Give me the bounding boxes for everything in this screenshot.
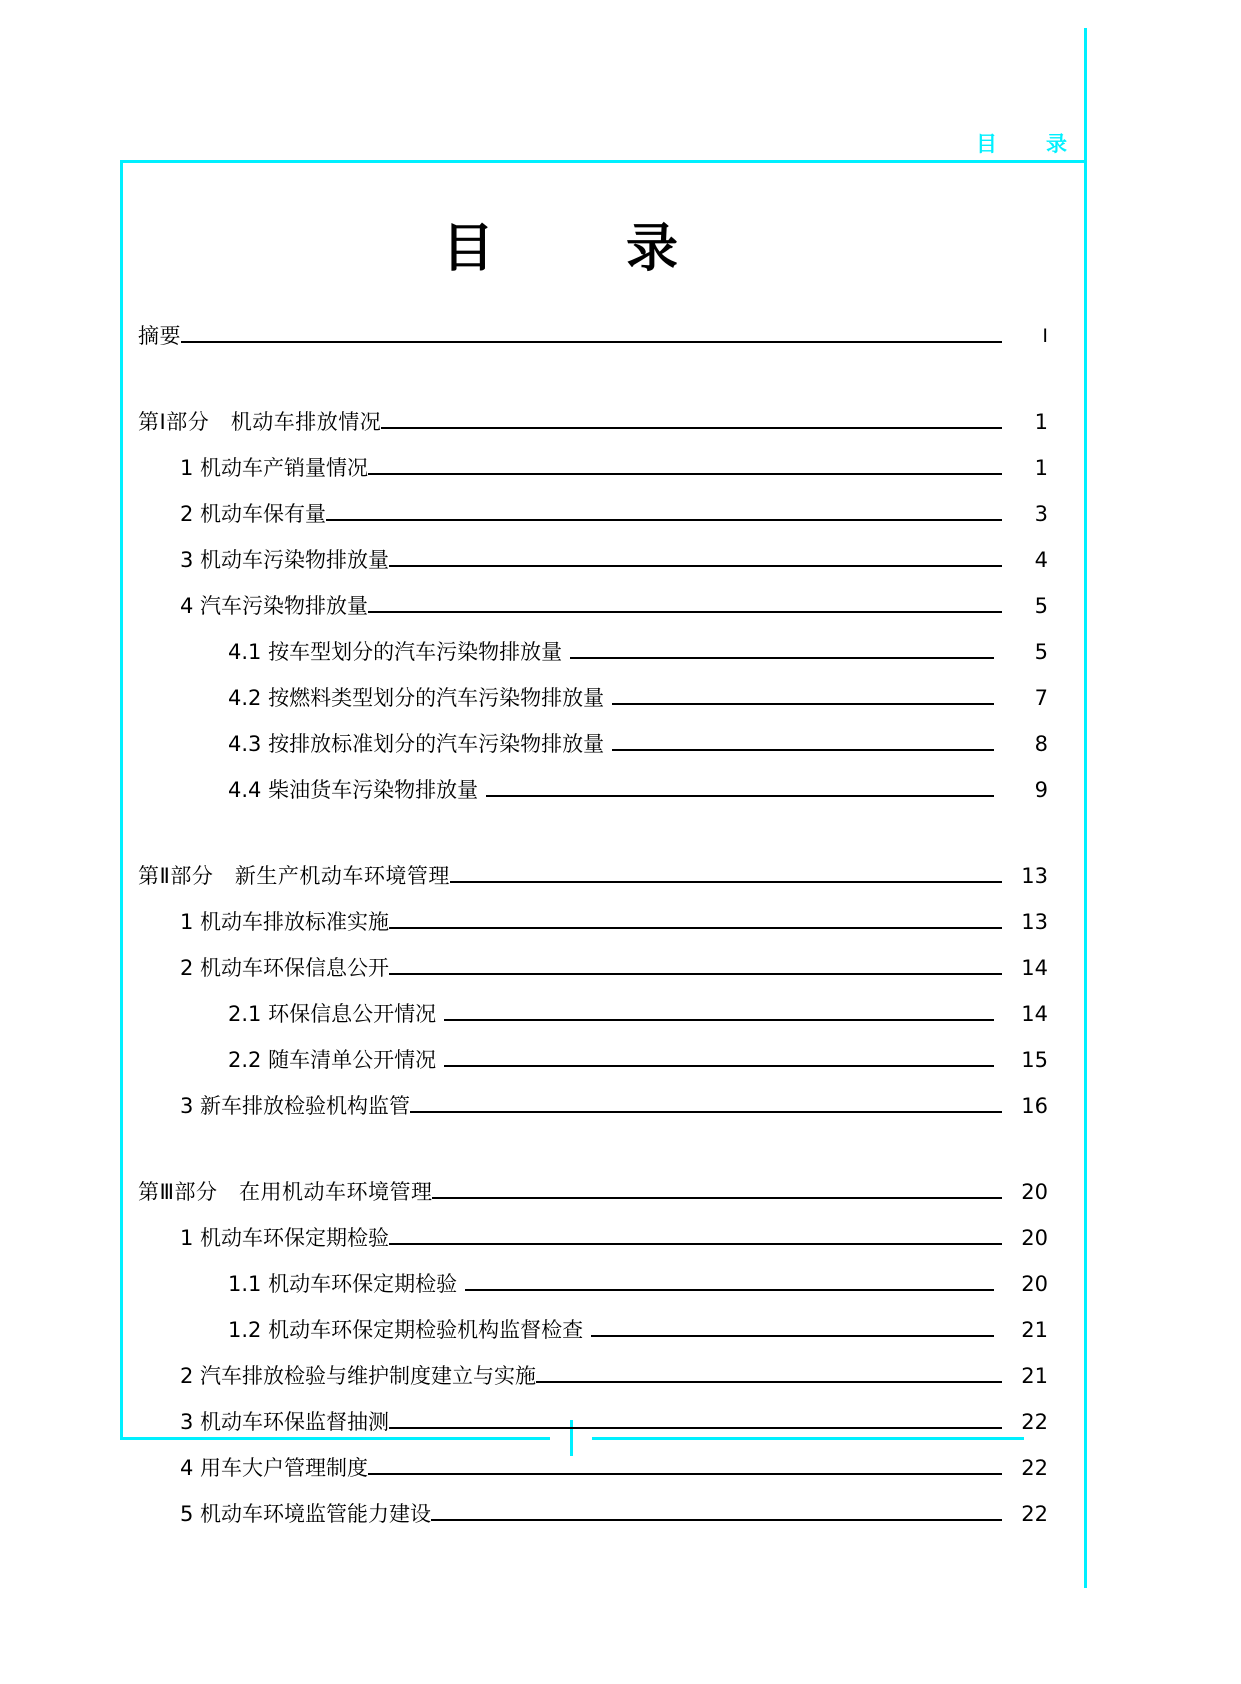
toc-entry[interactable] [138, 391, 1048, 437]
toc-leader-line [389, 927, 1002, 929]
toc-leader-line [389, 1427, 1002, 1429]
toc-entry[interactable] [138, 483, 1048, 529]
toc-page-number: 8 [1034, 732, 1048, 756]
running-header-title: 目 录 [976, 132, 1081, 156]
toc-entry-label: 1 机动车排放标准实施 [180, 910, 390, 934]
toc-entry[interactable] [138, 845, 1048, 891]
toc-page-number: I [1042, 325, 1048, 347]
toc-entry-label: 2.1 环保信息公开情况 [228, 1002, 437, 1026]
toc-entry-label: 第Ⅱ部分 新生产机动车环境管理 [138, 864, 450, 888]
toc-page-number: 22 [1021, 1502, 1048, 1526]
toc-leader-line [368, 1473, 1002, 1475]
toc-page-number: 20 [1021, 1226, 1048, 1250]
toc-entry[interactable] [138, 1391, 1048, 1437]
toc-entry[interactable] [138, 1075, 1048, 1121]
toc-entry[interactable] [138, 1437, 1048, 1483]
toc-page-number: 21 [1021, 1364, 1048, 1388]
toc-entry-label: 5 机动车环境监管能力建设 [180, 1502, 432, 1526]
toc-entry-label: 1 机动车环保定期检验 [180, 1226, 390, 1250]
toc-leader-line [431, 1519, 1002, 1521]
toc-entry-label: 3 新车排放检验机构监管 [180, 1094, 411, 1118]
toc-page-number: 13 [1021, 864, 1048, 888]
toc-page-number: 22 [1021, 1456, 1048, 1480]
toc-page-number: 5 [1034, 640, 1048, 664]
toc-entry-label: 第Ⅲ部分 在用机动车环境管理 [138, 1180, 433, 1204]
toc-entry-label: 4.2 按燃料类型划分的汽车污染物排放量 [228, 686, 605, 710]
toc-entry-label: 4 汽车污染物排放量 [180, 594, 369, 618]
toc-leader-line [368, 611, 1002, 613]
toc-entry[interactable] [138, 983, 1048, 1029]
page-title: 目 录 [441, 218, 718, 279]
toc-page-number: 14 [1021, 1002, 1048, 1026]
toc-leader-line [536, 1381, 1002, 1383]
toc-entry-label: 4.4 柴油货车污染物排放量 [228, 778, 479, 802]
toc-leader-line [326, 519, 1002, 521]
toc-entry[interactable] [138, 1207, 1048, 1253]
toc-page-number: 15 [1021, 1048, 1048, 1072]
toc-entry[interactable] [138, 937, 1048, 983]
toc-leader-line [612, 703, 994, 705]
toc-leader-line [381, 427, 1002, 429]
toc-leader-line [591, 1335, 994, 1337]
toc-page-number: 21 [1021, 1318, 1048, 1342]
toc-leader-line [368, 473, 1002, 475]
toc-leader-line [444, 1065, 994, 1067]
header-rule [120, 160, 1085, 163]
toc-entry[interactable] [138, 1253, 1048, 1299]
table-of-contents [138, 305, 1048, 1529]
toc-leader-line [450, 881, 1002, 883]
toc-page-number: 14 [1021, 956, 1048, 980]
toc-entry-label: 2 汽车排放检验与维护制度建立与实施 [180, 1364, 537, 1388]
toc-leader-line [465, 1289, 994, 1291]
toc-leader-line [432, 1197, 1002, 1199]
toc-page-number: 5 [1034, 594, 1048, 618]
toc-entry[interactable] [138, 713, 1048, 759]
toc-entry[interactable] [138, 437, 1048, 483]
toc-entry-label: 摘要 [138, 324, 181, 348]
toc-entry[interactable] [138, 891, 1048, 937]
toc-entry[interactable] [138, 667, 1048, 713]
left-margin-rule [120, 160, 123, 1440]
toc-entry-label: 3 机动车污染物排放量 [180, 548, 390, 572]
toc-entry-label: 第Ⅰ部分 机动车排放情况 [138, 410, 382, 434]
toc-page-number: 13 [1021, 910, 1048, 934]
toc-leader-line [570, 657, 994, 659]
toc-leader-line [181, 341, 1002, 343]
toc-leader-line [486, 795, 994, 797]
toc-entry[interactable] [138, 1299, 1048, 1345]
toc-entry[interactable] [138, 1161, 1048, 1207]
toc-page-number: 1 [1034, 456, 1048, 480]
toc-entry-label: 1.1 机动车环保定期检验 [228, 1272, 458, 1296]
toc-page-number: 20 [1021, 1180, 1048, 1204]
toc-page-number: 16 [1021, 1094, 1048, 1118]
toc-entry-label: 4.1 按车型划分的汽车污染物排放量 [228, 640, 563, 664]
toc-entry-label: 4 用车大户管理制度 [180, 1456, 369, 1480]
toc-entry[interactable] [138, 1483, 1048, 1529]
toc-entry[interactable] [138, 529, 1048, 575]
toc-page-number: 4 [1034, 548, 1048, 572]
toc-page-number: 9 [1034, 778, 1048, 802]
toc-leader-line [389, 1243, 1002, 1245]
toc-entry[interactable] [138, 759, 1048, 805]
toc-entry-label: 2 机动车环保信息公开 [180, 956, 390, 980]
toc-page-number: 20 [1021, 1272, 1048, 1296]
toc-entry[interactable] [138, 305, 1048, 351]
toc-entry[interactable] [138, 1029, 1048, 1075]
toc-leader-line [389, 973, 1002, 975]
toc-page-number: 3 [1034, 502, 1048, 526]
toc-entry-label: 1 机动车产销量情况 [180, 456, 369, 480]
toc-entry[interactable] [138, 1345, 1048, 1391]
toc-entry[interactable] [138, 575, 1048, 621]
toc-entry-label: 1.2 机动车环保定期检验机构监督检查 [228, 1318, 584, 1342]
toc-leader-line [410, 1111, 1002, 1113]
toc-page-number: 1 [1034, 410, 1048, 434]
toc-entry-label: 2.2 随车清单公开情况 [228, 1048, 437, 1072]
toc-entry[interactable] [138, 621, 1048, 667]
toc-page-number: 22 [1021, 1410, 1048, 1434]
toc-entry-label: 3 机动车环保监督抽测 [180, 1410, 390, 1434]
toc-leader-line [444, 1019, 994, 1021]
toc-leader-line [389, 565, 1002, 567]
toc-entry-label: 4.3 按排放标准划分的汽车污染物排放量 [228, 732, 605, 756]
toc-page-number: 7 [1034, 686, 1048, 710]
toc-leader-line [612, 749, 994, 751]
toc-entry-label: 2 机动车保有量 [180, 502, 327, 526]
